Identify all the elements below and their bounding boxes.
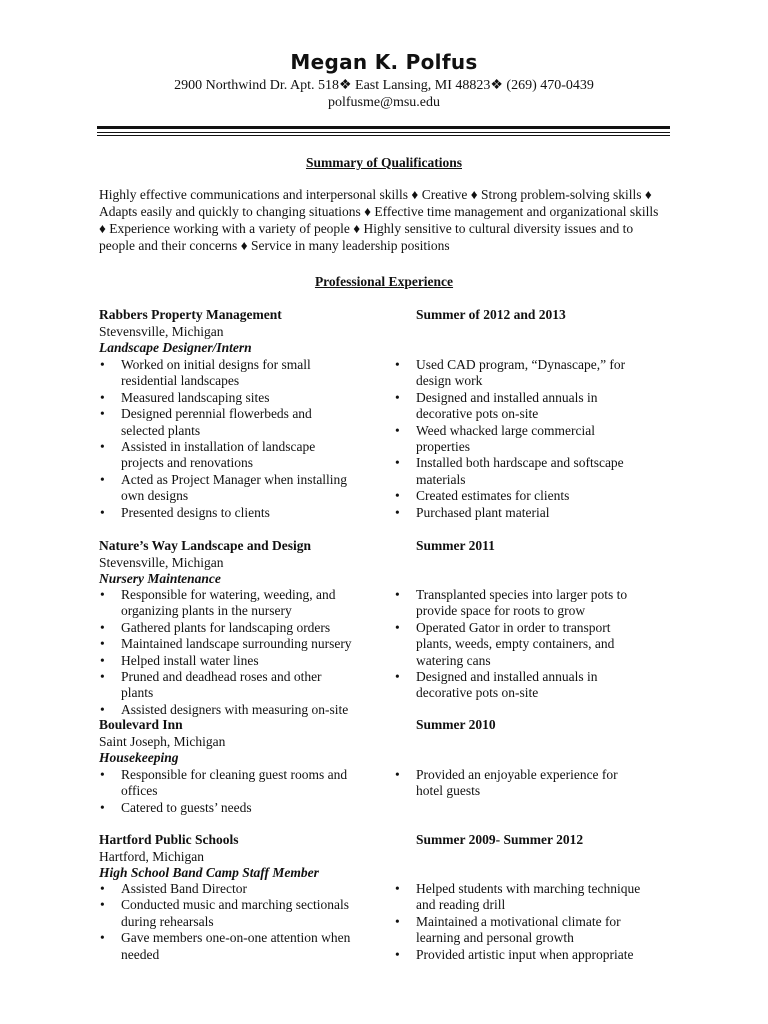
job-header (99, 717, 225, 767)
job-header (99, 832, 319, 882)
job-org: Hartford Public Schools (99, 832, 239, 847)
list-item: • Provided artistic input when appropriate (394, 947, 644, 963)
list-item: • Purchased plant material (394, 505, 644, 521)
list-item: • Used CAD program, “Dynascape,” for design work (394, 357, 644, 390)
list-item: • Designed perennial flowerbeds and selected plants (99, 406, 357, 439)
list-item: • Installed both hardscape and softscape materials (394, 455, 644, 488)
list-item: • Catered to guests’ needs (99, 800, 357, 816)
list-item: • Maintained a motivational climate for learning and personal growth (394, 914, 644, 947)
job-header (99, 307, 282, 357)
header-rule-thin-2 (97, 135, 670, 136)
header-rule-thick (97, 126, 670, 129)
job-dates: Summer 2011 (416, 538, 495, 553)
job-location: Stevensville, Michigan (99, 323, 224, 339)
job-dates: Summer 2009- Summer 2012 (416, 832, 584, 847)
job-duties-left (99, 881, 357, 963)
job-dates: Summer 2010 (416, 717, 496, 732)
list-item: • Designed and installed annuals in decorative pots on-site (394, 669, 644, 702)
summary-text: Highly effective communications and interpersonal skills ♦ Creative ♦ Strong problem-solving skills ♦ Adapts easily and quickly to changing situations ♦ Effective time management and organizational skills ♦ Experience working with a variety of people ♦ Highly sensitive to cultural diversity issues and to people and their concerns ♦ Service in many leadership positions (99, 187, 659, 253)
list-item: • Presented designs to clients (99, 505, 357, 521)
job-org: Rabbers Property Management (99, 307, 282, 322)
contact-block (0, 77, 768, 111)
list-item: • Created estimates for clients (394, 488, 644, 504)
job-duties-left (99, 357, 357, 521)
list-item: • Assisted designers with measuring on-site (99, 702, 357, 718)
list-item: • Worked on initial designs for small residential landscapes (99, 357, 357, 390)
list-item: • Acted as Project Manager when installing own designs (99, 472, 357, 505)
job-location: Stevensville, Michigan (99, 554, 224, 570)
experience-title: Professional Experience (314, 274, 454, 289)
job-role: Housekeeping (99, 750, 179, 765)
list-item: • Conducted music and marching sectionals during rehearsals (99, 897, 357, 930)
list-item: • Gave members one-on-one attention when needed (99, 930, 357, 963)
job-location: Saint Joseph, Michigan (99, 733, 226, 749)
list-item: • Measured landscaping sites (99, 390, 357, 406)
job-duties-right (394, 881, 644, 963)
list-item: • Responsible for cleaning guest rooms and offices (99, 767, 357, 800)
list-item: • Assisted Band Director (99, 881, 357, 897)
list-item: • Helped students with marching technique and reading drill (394, 881, 644, 914)
address-line: 2900 Northwind Dr. Apt. 518❖ East Lansing, MI 48823❖ (269) 470-0439 (174, 78, 594, 93)
job-duties-right (394, 767, 644, 800)
job-org: Boulevard Inn (99, 717, 183, 732)
list-item: • Operated Gator in order to transport plants, weeds, empty containers, and watering cans (394, 620, 644, 669)
list-item: • Maintained landscape surrounding nursery (99, 636, 357, 652)
job-dates: Summer of 2012 and 2013 (416, 307, 566, 322)
job-location: Hartford, Michigan (99, 848, 204, 864)
list-item: • Provided an enjoyable experience for hotel guests (394, 767, 644, 800)
resume-name: Megan K. Polfus (290, 50, 478, 74)
list-item: • Pruned and deadhead roses and other plants (99, 669, 357, 702)
job-org: Nature’s Way Landscape and Design (99, 538, 312, 553)
list-item: • Assisted in installation of landscape projects and renovations (99, 439, 357, 472)
list-item: • Responsible for watering, weeding, and organizing plants in the nursery (99, 587, 357, 620)
list-item: • Designed and installed annuals in decorative pots on-site (394, 390, 644, 423)
job-duties-right (394, 357, 644, 521)
list-item: • Gathered plants for landscaping orders (99, 620, 357, 636)
summary-title: Summary of Qualifications (305, 155, 462, 170)
job-duties-right (394, 587, 644, 702)
list-item: • Weed whacked large commercial properties (394, 423, 644, 456)
list-item: • Transplanted species into larger pots to provide space for roots to grow (394, 587, 644, 620)
job-role: Landscape Designer/Intern (99, 340, 252, 355)
job-role: Nursery Maintenance (99, 571, 221, 586)
header-rule-thin (97, 132, 670, 133)
job-duties-left (99, 587, 357, 718)
job-duties-left (99, 767, 357, 816)
job-header (99, 538, 311, 588)
job-role: High School Band Camp Staff Member (99, 865, 319, 880)
list-item: • Helped install water lines (99, 653, 357, 669)
email-line: polfusme@msu.edu (327, 95, 441, 110)
